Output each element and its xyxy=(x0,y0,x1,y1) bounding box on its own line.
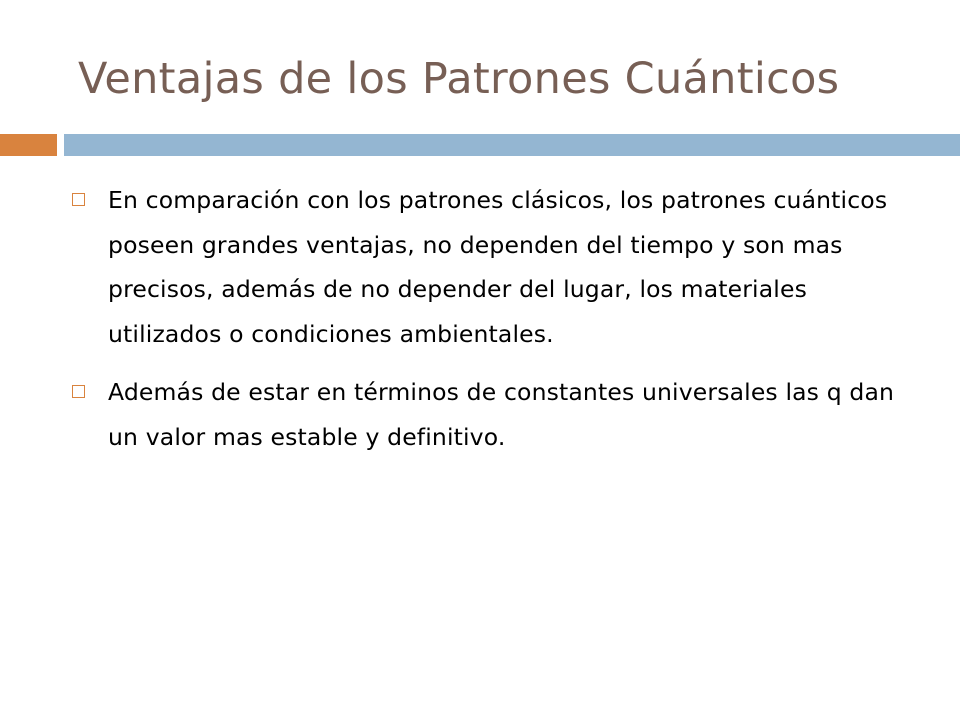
square-bullet-icon xyxy=(72,385,85,398)
list-item xyxy=(72,178,922,356)
bullet-list xyxy=(72,178,922,473)
accent-bar-blue xyxy=(64,134,960,156)
square-bullet-icon xyxy=(72,193,85,206)
list-item xyxy=(72,370,922,459)
bullet-text: En comparación con los patrones clásicos, los patrones cuánticos poseen grandes ventajas, no dependen del tiempo y son mas precisos, además de no depender del lugar, los materiales utilizados o condiciones ambientales. xyxy=(108,186,888,348)
accent-bar-orange xyxy=(0,134,57,156)
slide-title: Ventajas de los Patrones Cuánticos xyxy=(78,54,840,104)
bullet-text: Además de estar en términos de constantes universales las q dan un valor mas estable y definitivo. xyxy=(108,378,895,451)
